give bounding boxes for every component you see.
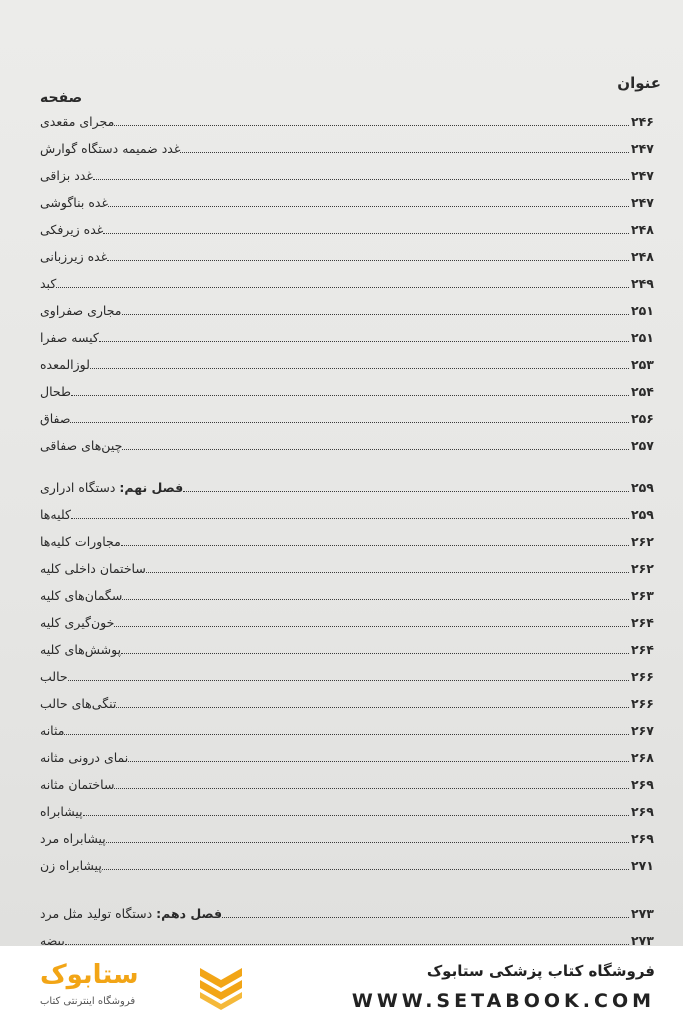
page-number: ۲۶۷ bbox=[631, 723, 654, 738]
toc-entry: لوزالمعده ۲۵۳ bbox=[36, 347, 661, 373]
chapter-label: فصل دهم: bbox=[156, 906, 223, 921]
store-logo-tagline: فروشگاه اینترنتی کتاب bbox=[40, 996, 136, 1007]
toc-entry: بیضه ۲۷۳ bbox=[36, 923, 661, 946]
page-number: ۲۶۳ bbox=[631, 588, 654, 603]
page-number: ۲۵۴ bbox=[631, 384, 654, 399]
toc-entry: غده زیرفکی ۲۴۸ bbox=[36, 212, 661, 238]
toc-entry: غده زیرزبانی ۲۴۸ bbox=[36, 239, 661, 265]
toc-entry: سگمان‌های کلیه ۲۶۳ bbox=[36, 578, 661, 604]
chapter-label: فصل نهم: bbox=[119, 480, 184, 495]
page-number: ۲۴۶ bbox=[631, 114, 654, 129]
toc-entry: غدد بزاقی ۲۴۷ bbox=[36, 158, 661, 184]
page-number: ۲۶۸ bbox=[631, 750, 654, 765]
page-number: ۲۶۲ bbox=[631, 534, 654, 549]
toc-entry: نمای درونی مثانه ۲۶۸ bbox=[36, 740, 661, 766]
page-number: ۲۴۷ bbox=[631, 195, 654, 210]
page-number: ۲۵۹ bbox=[631, 507, 654, 522]
page-number: ۲۵۶ bbox=[631, 411, 654, 426]
toc-entry: پیشابراه زن ۲۷۱ bbox=[36, 848, 661, 874]
store-name: فروشگاه کتاب پزشکی ستابوک bbox=[426, 962, 655, 980]
page-number: ۲۵۷ bbox=[631, 438, 654, 453]
page-number: ۲۴۷ bbox=[631, 141, 654, 156]
toc-chapter-entry: فصل نهم: دستگاه ادراری ۲۵۹ bbox=[36, 470, 661, 496]
toc-entry: مجاری صفراوی ۲۵۱ bbox=[36, 293, 661, 319]
page-number: ۲۴۹ bbox=[631, 276, 654, 291]
toc-chapter-entry: فصل دهم: دستگاه تولید مثل مرد ۲۷۳ bbox=[36, 896, 661, 922]
toc-entry: پیشابراه مرد ۲۶۹ bbox=[36, 821, 661, 847]
store-website: WWW.SETABOOK.COM bbox=[351, 990, 655, 1012]
toc-entry: غده بناگوشی ۲۴۷ bbox=[36, 185, 661, 211]
page-number: ۲۵۱ bbox=[631, 330, 654, 345]
page-number: ۲۴۷ bbox=[631, 168, 654, 183]
page-number: ۲۴۸ bbox=[631, 222, 654, 237]
page-number: ۲۴۸ bbox=[631, 249, 654, 264]
toc-entry: ساختمان مثانه ۲۶۹ bbox=[36, 767, 661, 793]
page-number: ۲۶۴ bbox=[631, 642, 654, 657]
toc-entry: خون‌گیری کلیه ۲۶۴ bbox=[36, 605, 661, 631]
book-logo-icon bbox=[196, 962, 246, 1010]
page-number: ۲۶۶ bbox=[631, 696, 654, 711]
page-number: ۲۵۹ bbox=[631, 480, 654, 495]
page-number: ۲۶۹ bbox=[631, 777, 654, 792]
page-number: ۲۶۹ bbox=[631, 804, 654, 819]
page-number: ۲۵۱ bbox=[631, 303, 654, 318]
page-number: ۲۶۹ bbox=[631, 831, 654, 846]
toc-entry: چین‌های صفاقی ۲۵۷ bbox=[36, 428, 661, 454]
page-number: ۲۷۳ bbox=[631, 933, 654, 946]
toc-entry: پوشش‌های کلیه ۲۶۴ bbox=[36, 632, 661, 658]
toc-title-header: عنوان bbox=[617, 74, 661, 92]
page-number: ۲۷۳ bbox=[631, 906, 654, 921]
store-footer-banner bbox=[0, 946, 683, 1024]
toc-entry: پیشابراه ۲۶۹ bbox=[36, 794, 661, 820]
toc-page-header: صفحه bbox=[40, 90, 83, 106]
toc-entry: کبد ۲۴۹ bbox=[36, 266, 661, 292]
toc-entry: ساختمان داخلی کلیه ۲۶۲ bbox=[36, 551, 661, 577]
toc-entry: کیسه صفرا ۲۵۱ bbox=[36, 320, 661, 346]
toc-entry: مجاورات کلیه‌ها ۲۶۲ bbox=[36, 524, 661, 550]
page-number: ۲۵۳ bbox=[631, 357, 654, 372]
toc-entry: تنگی‌های حالب ۲۶۶ bbox=[36, 686, 661, 712]
page-number: ۲۷۱ bbox=[631, 858, 654, 873]
toc-entry: طحال ۲۵۴ bbox=[36, 374, 661, 400]
page-number: ۲۶۴ bbox=[631, 615, 654, 630]
page-number: ۲۶۲ bbox=[631, 561, 654, 576]
toc-entry: حالب ۲۶۶ bbox=[36, 659, 661, 685]
toc-entry: کلیه‌ها ۲۵۹ bbox=[36, 497, 661, 523]
toc-entry: مجرای مقعدی ۲۴۶ bbox=[36, 104, 661, 130]
toc-entry: مثانه ۲۶۷ bbox=[36, 713, 661, 739]
store-logo-text: ستابوک bbox=[40, 960, 139, 990]
toc-entry: غدد ضمیمه دستگاه گوارش ۲۴۷ bbox=[36, 131, 661, 157]
page-number: ۲۶۶ bbox=[631, 669, 654, 684]
toc-entry: صفاق ۲۵۶ bbox=[36, 401, 661, 427]
